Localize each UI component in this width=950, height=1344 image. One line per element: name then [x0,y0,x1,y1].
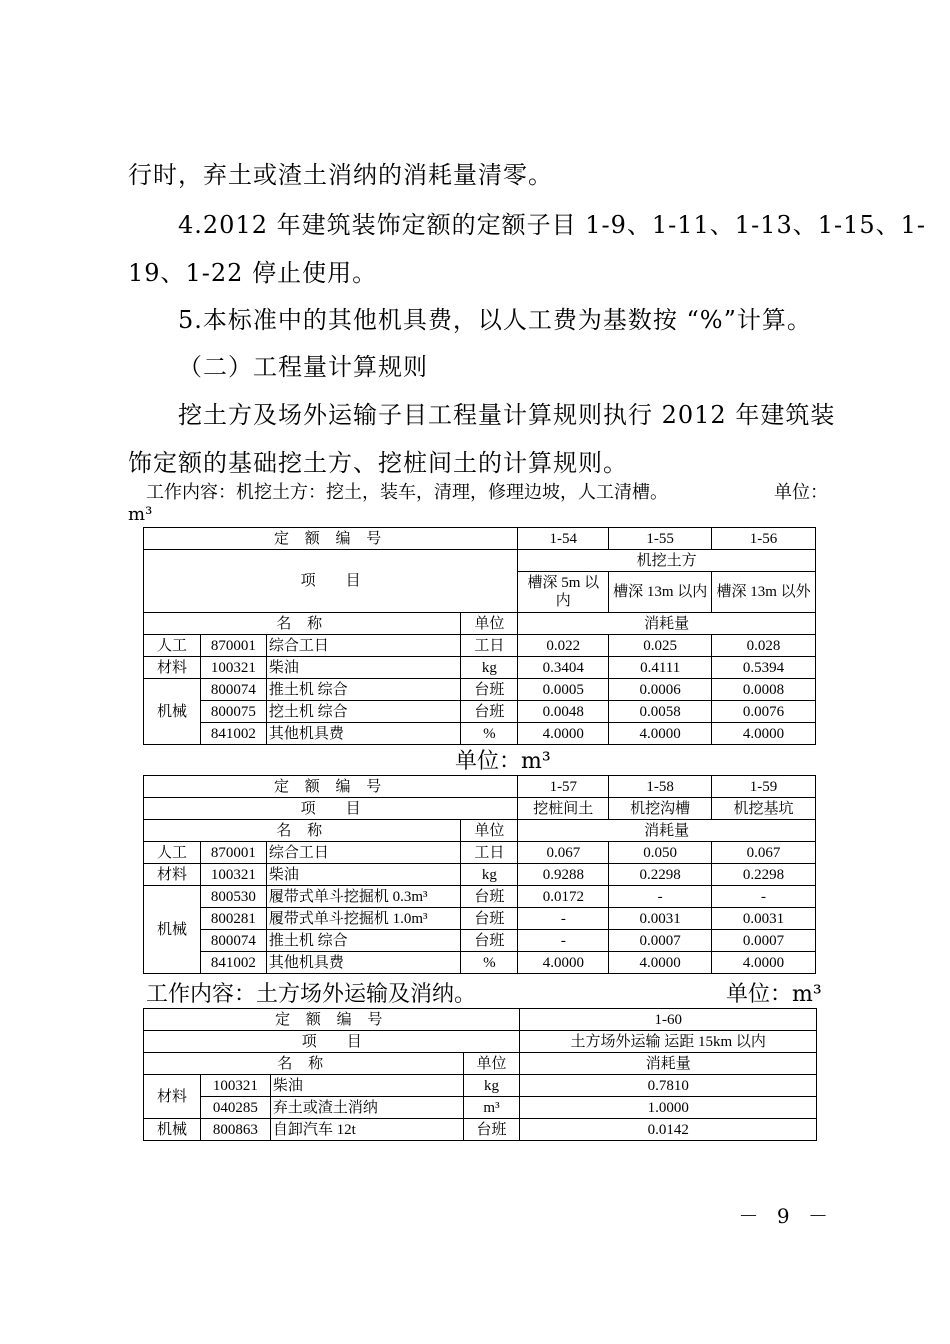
table-row [144,842,816,864]
category-cell: 材料 [144,864,201,886]
table-row [144,701,816,723]
unit-cell: kg [461,864,518,886]
item-group: 机挖土方 [518,550,816,572]
value-cell: - [518,908,609,930]
consumption-header: 消耗量 [518,613,816,635]
value-cell: 0.3404 [518,657,609,679]
unit-header: 单位 [461,613,518,635]
name-cell: 综合工日 [266,635,461,657]
table-row [144,1097,817,1119]
code-cell: 1-59 [712,776,816,798]
value-cell: 4.0000 [518,723,609,745]
table-row [144,930,816,952]
consumption-header: 消耗量 [520,1053,817,1075]
value-cell: 0.025 [609,635,712,657]
value-cell: 0.9288 [518,864,609,886]
value-cell: 4.0000 [518,952,609,974]
value-cell: 0.050 [609,842,712,864]
name-cell: 挖土机 综合 [266,701,461,723]
unit-cell: kg [463,1075,520,1097]
value-cell: 0.0172 [518,886,609,908]
unit-cell: 台班 [461,886,518,908]
unit-cell: % [461,952,518,974]
name-cell: 柴油 [266,864,461,886]
code-cell: 1-56 [712,528,816,550]
unit-label-3: 单位：m³ [726,982,822,1007]
code-cell: 1-57 [518,776,609,798]
name-cell: 弃土或渣土消纳 [270,1097,463,1119]
value-cell: 4.0000 [609,723,712,745]
unit-cell: % [461,723,518,745]
category-cell: 机械 [144,1119,201,1141]
quota-table-1 [143,527,816,745]
paragraph-item-4-line2: 19、1-22 停止使用。 [128,259,378,287]
value-cell: 0.067 [518,842,609,864]
name-cell: 推土机 综合 [266,679,461,701]
item-label: 项 目 [144,1031,520,1053]
paragraph-continuation: 行时，弃土或渣土消纳的消耗量清零。 [128,161,553,189]
code-cell: 1-55 [609,528,712,550]
value-cell: 0.0008 [712,679,816,701]
value-cell: 0.2298 [712,864,816,886]
name-label: 名 称 [144,820,461,842]
unit-label-2: 单位：m³ [455,749,551,774]
name-cell: 柴油 [270,1075,463,1097]
value-cell: 0.0006 [609,679,712,701]
value-cell: 0.4111 [609,657,712,679]
unit-label-1: 单位： [774,482,828,503]
value-cell: 0.067 [712,842,816,864]
value-cell: - [518,930,609,952]
unit-cell: 台班 [461,679,518,701]
quota-table-2 [143,775,816,974]
quota-table-3 [143,1008,817,1141]
code-cell: 800530 [200,886,266,908]
table-row [144,1075,817,1097]
name-label: 名 称 [144,1053,464,1075]
code-cell: 040285 [200,1097,270,1119]
value-cell: 4.0000 [712,723,816,745]
name-label: 名 称 [144,613,461,635]
value-cell: 0.2298 [609,864,712,886]
item-label: 项 目 [144,550,518,613]
item-cell: 槽深 13m 以外 [712,572,816,613]
value-cell: 0.022 [518,635,609,657]
item-label: 项 目 [144,798,518,820]
value-cell: 4.0000 [609,952,712,974]
table-row [144,723,816,745]
category-cell: 材料 [144,657,201,679]
value-cell: 0.0007 [712,930,816,952]
name-cell: 履带式单斗挖掘机 1.0m³ [266,908,461,930]
table-row [144,657,816,679]
name-cell: 柴油 [266,657,461,679]
code-label: 定 额 编 号 [144,776,518,798]
name-cell: 其他机具费 [266,723,461,745]
code-cell: 100321 [200,657,266,679]
paragraph-item-5: 5.本标准中的其他机具费，以人工费为基数按 “%”计算。 [178,306,812,334]
name-cell: 综合工日 [266,842,461,864]
item-cell: 槽深 5m 以内 [518,572,609,613]
value-cell: 0.028 [712,635,816,657]
code-cell: 1-58 [609,776,712,798]
table-row [144,952,816,974]
unit-cell: kg [461,657,518,679]
work-content-3: 工作内容：土方场外运输及消纳。 [146,982,477,1007]
table-row [144,886,816,908]
unit-cell: 台班 [461,701,518,723]
unit-cell: 台班 [461,930,518,952]
name-cell: 其他机具费 [266,952,461,974]
value-cell: - [609,886,712,908]
name-cell: 推土机 综合 [266,930,461,952]
table-row [144,908,816,930]
item-cell: 机挖基坑 [712,798,816,820]
code-cell: 800281 [200,908,266,930]
code-cell: 841002 [200,952,266,974]
unit-cell: 台班 [461,908,518,930]
value-cell: 0.7810 [520,1075,817,1097]
unit-cell: 工日 [461,842,518,864]
code-cell: 100321 [200,1075,270,1097]
paragraph-rules-line2: 饰定额的基础挖土方、挖桩间土的计算规则。 [128,449,628,477]
category-cell: 材料 [144,1075,201,1119]
item-cell: 挖桩间土 [518,798,609,820]
page-number: － 9 － [738,1204,834,1228]
name-cell: 履带式单斗挖掘机 0.3m³ [266,886,461,908]
code-cell: 1-60 [520,1009,817,1031]
consumption-header: 消耗量 [518,820,816,842]
code-cell: 800074 [200,679,266,701]
value-cell: 0.0007 [609,930,712,952]
value-cell: 4.0000 [712,952,816,974]
unit-header: 单位 [461,820,518,842]
item-cell: 机挖沟槽 [609,798,712,820]
value-cell: 0.0005 [518,679,609,701]
value-cell: 1.0000 [520,1097,817,1119]
paragraph-rules-line1: 挖土方及场外运输子目工程量计算规则执行 2012 年建筑装 [178,401,836,429]
item-cell: 土方场外运输 运距 15km 以内 [520,1031,817,1053]
unit-cell: 工日 [461,635,518,657]
code-cell: 100321 [200,864,266,886]
code-cell: 800074 [200,930,266,952]
value-cell: 0.0031 [609,908,712,930]
unit-label-1-tail: m³ [128,504,153,525]
unit-header: 单位 [463,1053,520,1075]
work-content-1: 工作内容：机挖土方：挖土，装车，清理，修理边坡，人工清槽。 [146,482,668,503]
code-cell: 800863 [200,1119,270,1141]
table-row [144,1119,817,1141]
code-label: 定 额 编 号 [144,1009,520,1031]
item-cell: 槽深 13m 以内 [609,572,712,613]
code-cell: 1-54 [518,528,609,550]
value-cell: 0.0076 [712,701,816,723]
name-cell: 自卸汽车 12t [270,1119,463,1141]
category-cell: 人工 [144,635,201,657]
unit-cell: m³ [463,1097,520,1119]
value-cell: 0.0031 [712,908,816,930]
value-cell: 0.0142 [520,1119,817,1141]
value-cell: - [712,886,816,908]
paragraph-item-4-line1: 4.2012 年建筑装饰定额的定额子目 1-9、1-11、1-13、1-15、1- [178,211,927,239]
code-cell: 870001 [200,635,266,657]
value-cell: 0.0048 [518,701,609,723]
table-row [144,679,816,701]
code-cell: 841002 [200,723,266,745]
category-cell: 机械 [144,886,201,974]
section-heading: （二）工程量计算规则 [178,353,428,381]
unit-cell: 台班 [463,1119,520,1141]
value-cell: 0.0058 [609,701,712,723]
category-cell: 机械 [144,679,201,745]
table-row [144,864,816,886]
category-cell: 人工 [144,842,201,864]
code-cell: 800075 [200,701,266,723]
table-row [144,635,816,657]
code-label: 定 额 编 号 [144,528,518,550]
value-cell: 0.5394 [712,657,816,679]
code-cell: 870001 [200,842,266,864]
